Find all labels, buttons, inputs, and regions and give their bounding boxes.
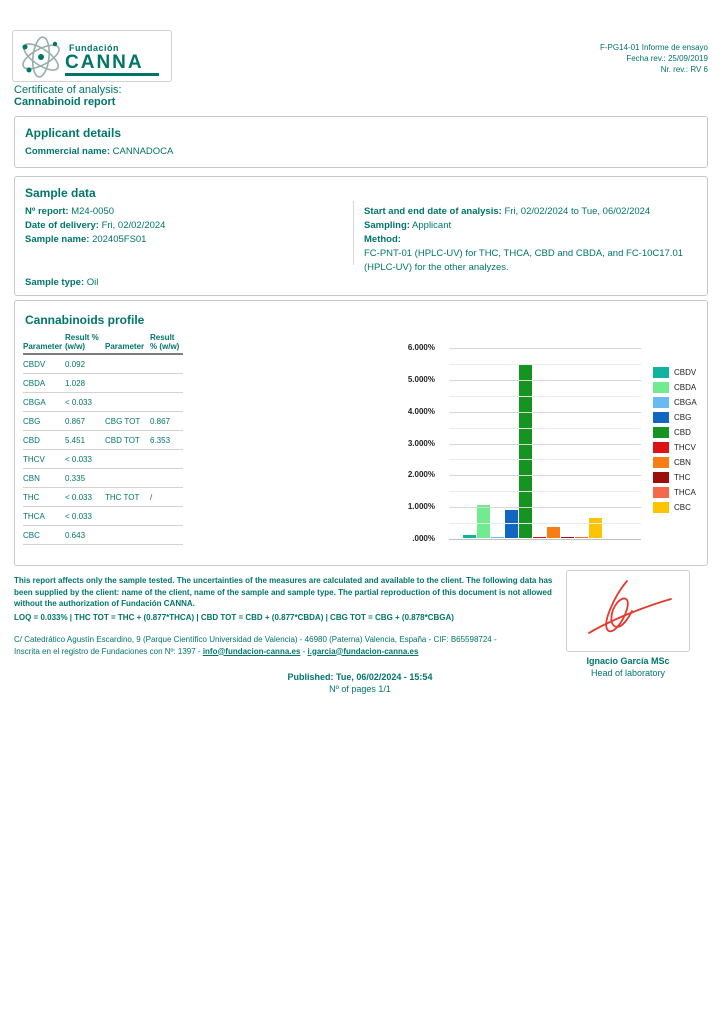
table-header-row <box>23 333 183 355</box>
method-field <box>364 233 401 247</box>
table-row <box>23 526 183 545</box>
table-cell: < 0.033 <box>65 511 92 521</box>
chart-legend <box>653 367 697 517</box>
bar-thcv <box>533 537 546 538</box>
atom-icon <box>17 35 65 79</box>
table-cell: CBG <box>23 416 41 426</box>
gridline-minor <box>449 428 641 429</box>
table-header-cell: Parameter <box>105 342 145 351</box>
bar-cbdv <box>463 535 476 538</box>
loq-formula-line: LOQ = 0.033% | THC TOT = THC + (0.877*THCA) | CBD TOT = CBD + (0.877*CBDA) | CBG TOT = CBG + (0.878*CBGA) <box>14 613 454 622</box>
table-cell: CBDA <box>23 378 46 388</box>
bar-chart-plot-area <box>449 348 641 539</box>
legend-item-cbg <box>653 412 697 423</box>
signature-icon <box>567 571 689 651</box>
signatory-name: Ignacio García MSc <box>586 656 670 666</box>
applicant-details-section <box>14 116 708 168</box>
legend-label: CBN <box>674 458 691 467</box>
legend-label: CBC <box>674 503 691 512</box>
logo-brand-main: CANNA <box>65 52 144 73</box>
legend-swatch-icon <box>653 442 669 453</box>
cannabinoids-profile-section <box>14 300 708 566</box>
legend-item-thc <box>653 472 697 483</box>
table-row <box>23 412 183 431</box>
logo-underline <box>65 73 159 76</box>
gridline-major <box>449 507 641 508</box>
method-text: FC-PNT-01 (HPLC-UV) for THC, THCA, CBD and CBDA, and FC-10C17.01 (HPLC-UV) for the other analyzes. <box>364 248 684 273</box>
table-cell: CBN <box>23 473 40 483</box>
legend-swatch-icon <box>653 367 669 378</box>
gridline-major <box>449 444 641 445</box>
table-cell: / <box>150 492 153 502</box>
legend-item-cbd <box>653 427 697 438</box>
legend-label: THCA <box>674 488 696 497</box>
legend-item-thcv <box>653 442 697 453</box>
legend-item-cbda <box>653 382 697 393</box>
profile-section-title: Cannabinoids profile <box>25 313 145 327</box>
delivery-date-value: Fri, 02/02/2024 <box>101 220 166 231</box>
email-separator: - <box>300 646 308 656</box>
table-row <box>23 450 183 469</box>
table-row <box>23 393 183 412</box>
document-reference-block <box>600 42 708 75</box>
delivery-date-field <box>25 219 165 233</box>
table-row <box>23 469 183 488</box>
legend-swatch-icon <box>653 457 669 468</box>
sample-name-field <box>25 233 146 247</box>
sample-name-label: Sample name: <box>25 234 90 245</box>
signatory-title: Head of laboratory <box>590 668 666 678</box>
legend-swatch-icon <box>653 427 669 438</box>
doc-rev-number-line: Nr. rev.: RV 6 <box>660 65 708 74</box>
analysis-dates-field <box>364 205 650 219</box>
report-number-label: Nº report: <box>25 206 69 217</box>
sample-type-field <box>25 276 98 290</box>
table-cell: 0.867 <box>150 416 171 426</box>
legend-swatch-icon <box>653 502 669 513</box>
disclaimer-text: This report affects only the sample tested. The uncertainties of the measures are calculated and available to the client. The following data has been supplied by the client: name of the client, name of the sample and sample type. The partial reproduction of this document is not allowed without the authorization of Fundación CANNA. <box>14 576 553 608</box>
table-header-cell: Result % (w/w) <box>65 333 99 351</box>
bar-cbc <box>589 518 602 538</box>
legend-item-cbn <box>653 457 697 468</box>
table-cell: 6.353 <box>150 435 171 445</box>
legend-label: CBDA <box>674 383 697 392</box>
sampling-label: Sampling: <box>364 220 410 231</box>
logo-box <box>12 30 172 82</box>
gridline-major <box>449 475 641 476</box>
y-axis-tick-label: .000% <box>412 534 435 543</box>
table-cell: THCV <box>23 454 45 464</box>
table-cell: THCA <box>23 511 45 521</box>
sampling-value: Applicant <box>412 220 452 231</box>
gridline-major <box>449 412 641 413</box>
table-cell: CBC <box>23 530 40 540</box>
signatory-block <box>566 656 690 678</box>
table-cell: CBDV <box>23 359 46 369</box>
pages-line: Nº of pages 1/1 <box>329 684 391 694</box>
legend-label: CBGA <box>674 398 697 407</box>
analysis-dates-label: Start and end date of analysis: <box>364 206 502 217</box>
applicant-section-title: Applicant details <box>25 126 122 140</box>
table-cell: CBD <box>23 435 40 445</box>
sample-section-title: Sample data <box>25 186 96 200</box>
sample-name-value: 202405FS01 <box>92 234 147 245</box>
title-line-2: Cannabinoid report <box>14 96 116 108</box>
sample-type-value: Oil <box>86 277 99 288</box>
registry-text: Inscrita en el registro de Fundaciones con Nº: 1397 - <box>14 646 203 656</box>
legend-label: THCV <box>674 443 696 452</box>
published-block <box>180 672 540 694</box>
y-axis-tick-label: 4.000% <box>407 407 435 416</box>
legend-label: CBD <box>674 428 691 437</box>
gridline-major <box>449 380 641 381</box>
doc-rev-date-line: Fecha rev.: 25/09/2019 <box>626 54 708 63</box>
y-axis-tick-label: 6.000% <box>407 343 435 352</box>
legend-swatch-icon <box>653 487 669 498</box>
column-divider <box>353 201 354 265</box>
signature-box <box>566 570 690 652</box>
table-cell: 0.335 <box>65 473 86 483</box>
legend-swatch-icon <box>653 472 669 483</box>
contact-address-line: C/ Catedrático Agustín Escardino, 9 (Parque Científico Universidad de Valencia) - 46980 (Paterna) Valencia, España - CIF: B65598724 - <box>14 635 497 644</box>
gridline-minor <box>449 364 641 365</box>
bar-cbn <box>547 527 560 538</box>
bar-cbda <box>477 505 490 538</box>
legend-label: THC <box>674 473 691 482</box>
contact-block <box>14 634 562 657</box>
email-link-garcia[interactable]: i.garcia@fundacion-canna.es <box>307 646 419 656</box>
legend-item-cbga <box>653 397 697 408</box>
title-line-1: Certificate of analysis: <box>14 84 122 96</box>
bar-thc <box>561 537 574 538</box>
analysis-dates-value: Fri, 02/02/2024 to Tue, 06/02/2024 <box>504 206 651 217</box>
cannabinoids-table <box>23 333 183 545</box>
table-header-cell: Parameter <box>23 342 63 351</box>
table-header-cell: Result % (w/w) <box>150 333 180 351</box>
y-axis-tick-label: 1.000% <box>407 502 435 511</box>
table-cell: CBG TOT <box>105 416 141 426</box>
doc-ref-line: F-PG14-01 Informe de ensayo <box>599 43 708 52</box>
gridline-minor <box>449 396 641 397</box>
method-label: Method: <box>364 234 401 245</box>
table-row <box>23 507 183 526</box>
y-axis-tick-label: 2.000% <box>407 470 435 479</box>
report-number-field <box>25 205 114 219</box>
delivery-date-label: Date of delivery: <box>25 220 99 231</box>
table-cell: CBD TOT <box>105 435 140 445</box>
table-cell: < 0.033 <box>65 454 92 464</box>
bar-cbg <box>505 510 518 538</box>
table-row <box>23 374 183 393</box>
y-axis-tick-label: 5.000% <box>407 375 435 384</box>
bar-cbd <box>519 364 532 538</box>
legend-swatch-icon <box>653 382 669 393</box>
legend-swatch-icon <box>653 412 669 423</box>
table-row <box>23 488 183 507</box>
sampling-field <box>364 219 451 233</box>
commercial-name-field <box>25 145 173 159</box>
report-number-value: M24-0050 <box>71 206 115 217</box>
logo-brand-top: Fundación <box>69 43 119 53</box>
document-title <box>14 84 122 108</box>
bar-thca <box>575 537 588 538</box>
gridline-minor <box>449 523 641 524</box>
legend-label: CBDV <box>674 368 697 377</box>
table-row <box>23 431 183 450</box>
table-row <box>23 355 183 374</box>
table-cell: 0.867 <box>65 416 86 426</box>
legend-label: CBG <box>674 413 692 422</box>
contact-registry-line <box>14 646 562 658</box>
gridline-major <box>449 539 641 540</box>
legend-item-cbc <box>653 502 697 513</box>
legend-item-thca <box>653 487 697 498</box>
legend-swatch-icon <box>653 397 669 408</box>
commercial-name-label: Commercial name: <box>25 146 111 157</box>
gridline-major <box>449 348 641 349</box>
legend-item-cbdv <box>653 367 697 378</box>
y-axis-tick-label: 3.000% <box>407 439 435 448</box>
table-cell: < 0.033 <box>65 397 92 407</box>
table-cell: < 0.033 <box>65 492 92 502</box>
email-link-info[interactable]: info@fundacion-canna.es <box>202 646 301 656</box>
table-cell: THC <box>23 492 40 502</box>
table-cell: CBGA <box>23 397 46 407</box>
table-cell: 0.092 <box>65 359 86 369</box>
table-cell: THC TOT <box>105 492 140 502</box>
sample-data-section <box>14 176 708 296</box>
commercial-name-value: CANNADOCA <box>112 146 174 157</box>
gridline-minor <box>449 459 641 460</box>
published-line: Published: Tue, 06/02/2024 - 15:54 <box>287 672 433 682</box>
table-cell: 1.028 <box>65 378 86 388</box>
gridline-minor <box>449 491 641 492</box>
chart-y-axis-labels <box>375 343 441 543</box>
sample-type-label: Sample type: <box>25 277 85 288</box>
table-cell: 0.643 <box>65 530 86 540</box>
table-cell: 5.451 <box>65 435 86 445</box>
bar-group <box>463 364 602 538</box>
bar-cbga <box>491 537 504 538</box>
